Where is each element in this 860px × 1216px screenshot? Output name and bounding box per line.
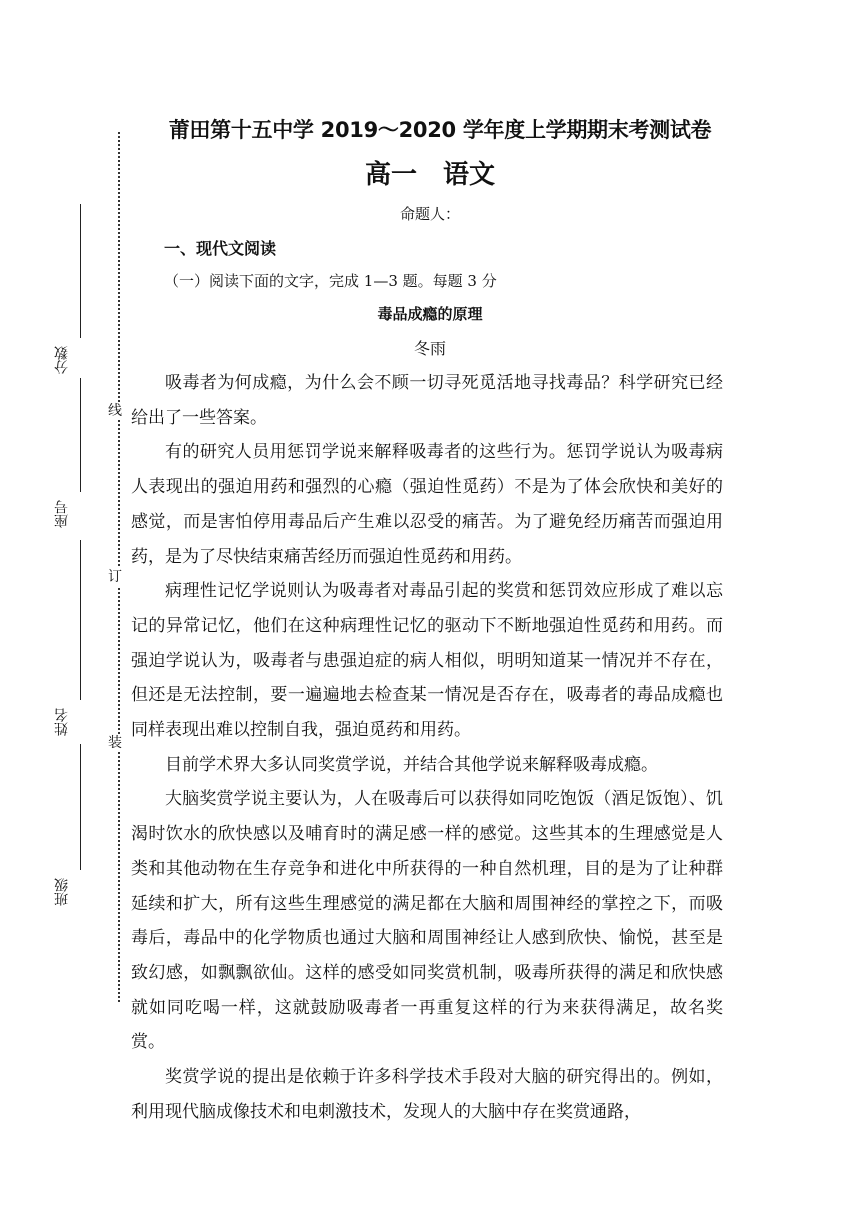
name-blank-line [80, 540, 81, 700]
section-instruction: （一）阅读下面的文字，完成 1—3 题。每题 3 分 [164, 272, 497, 290]
binding-margin [0, 0, 150, 1216]
seat-number-field[interactable] [52, 378, 92, 528]
binding-mark-bind: 装 [102, 734, 128, 752]
class-blank-line [80, 744, 81, 870]
question-setter: 命题人： [399, 205, 460, 223]
paragraph: 目前学术界大多认同奖赏学说，并结合其他学说来解释吸毒成瘾。 [165, 754, 658, 775]
subject-title: 高一 语文 [364, 160, 495, 190]
class-field[interactable] [52, 744, 92, 906]
paragraph: 吸毒者为何成瘾，为什么会不顾一切寻死觅活地寻找毒品？科学研究已经给出了一些答案。 [131, 373, 723, 428]
seat-number-blank-line [80, 378, 81, 492]
paragraph: 大脑奖赏学说主要认为，人在吸毒后可以获得如同吃饱饭（酒足饭饱）、饥渴时饮水的欣快感以及哺育时的满足感一样的感觉。这些其本的生理感觉是人类和其他动物在生存竞争和进化中所获得的一种自然机理，目的是为了让种群延续和扩大，所有这些生理感觉的满足都在大脑和周围神经的掌控之下，而吸毒后，毒品中的化学物质也通过大脑和周围神经让人感到欣快、愉悦，甚至是致幻感，如飘飘欲仙。这样的感受如同奖赏机制，吸毒所获得的满足和欣快感就如同吃喝一样，这就鼓励吸毒者一再重复这样的行为来获得满足，故名奖赏。 [131, 789, 723, 1053]
paragraph: 有的研究人员用惩罚学说来解释吸毒者的这些行为。惩罚学说认为吸毒病人表现出的强迫用药和强烈的心瘾（强迫性觅药）不是为了体会欣快和美好的感觉，而是害怕停用毒品后产生难以忍受的痛苦。为了避免经历痛苦而强迫用药，是为了尽快结束痛苦经历而强迫性觅药和用药。 [131, 442, 723, 567]
class-label: 班级 [54, 878, 70, 906]
score-label: 分数 [54, 346, 70, 374]
seat-number-label: 座号 [54, 500, 70, 528]
score-blank-line [80, 204, 81, 338]
name-label: 姓名 [54, 708, 70, 736]
paragraph: 奖赏学说的提出是依赖于许多科学技术手段对大脑的研究得出的。例如，利用现代脑成像技术和电刺激技术，发现人的大脑中存在奖赏通路， [131, 1067, 723, 1122]
binding-mark-order: 订 [102, 568, 128, 586]
name-field[interactable] [52, 540, 92, 736]
section-heading: 一、现代文阅读 [164, 239, 277, 258]
binding-dotted-line [118, 132, 120, 1002]
score-field[interactable] [52, 204, 92, 374]
paragraph: 病理性记忆学说则认为吸毒者对毒品引起的奖赏和惩罚效应形成了难以忘记的异常记忆，他们在这种病理性记忆的驱动下不断地强迫性觅药和用药。而强迫学说认为，吸毒者与患强迫症的病人相似，明明知道某一情况并不存在，但还是无法控制，要一遍遍地去检查某一情况是否存在，吸毒者的毒品成瘾也同样表现出难以控制自我，强迫觅药和用药。 [131, 581, 723, 741]
article-author: 冬雨 [413, 339, 446, 358]
article-body [131, 366, 723, 1129]
exam-title: 莆田第十五中学 2019～2020 学年度上学期期末考测试卷 [168, 118, 712, 142]
binding-mark-line: 线 [102, 402, 128, 420]
article-title: 毒品成瘾的原理 [377, 305, 483, 323]
